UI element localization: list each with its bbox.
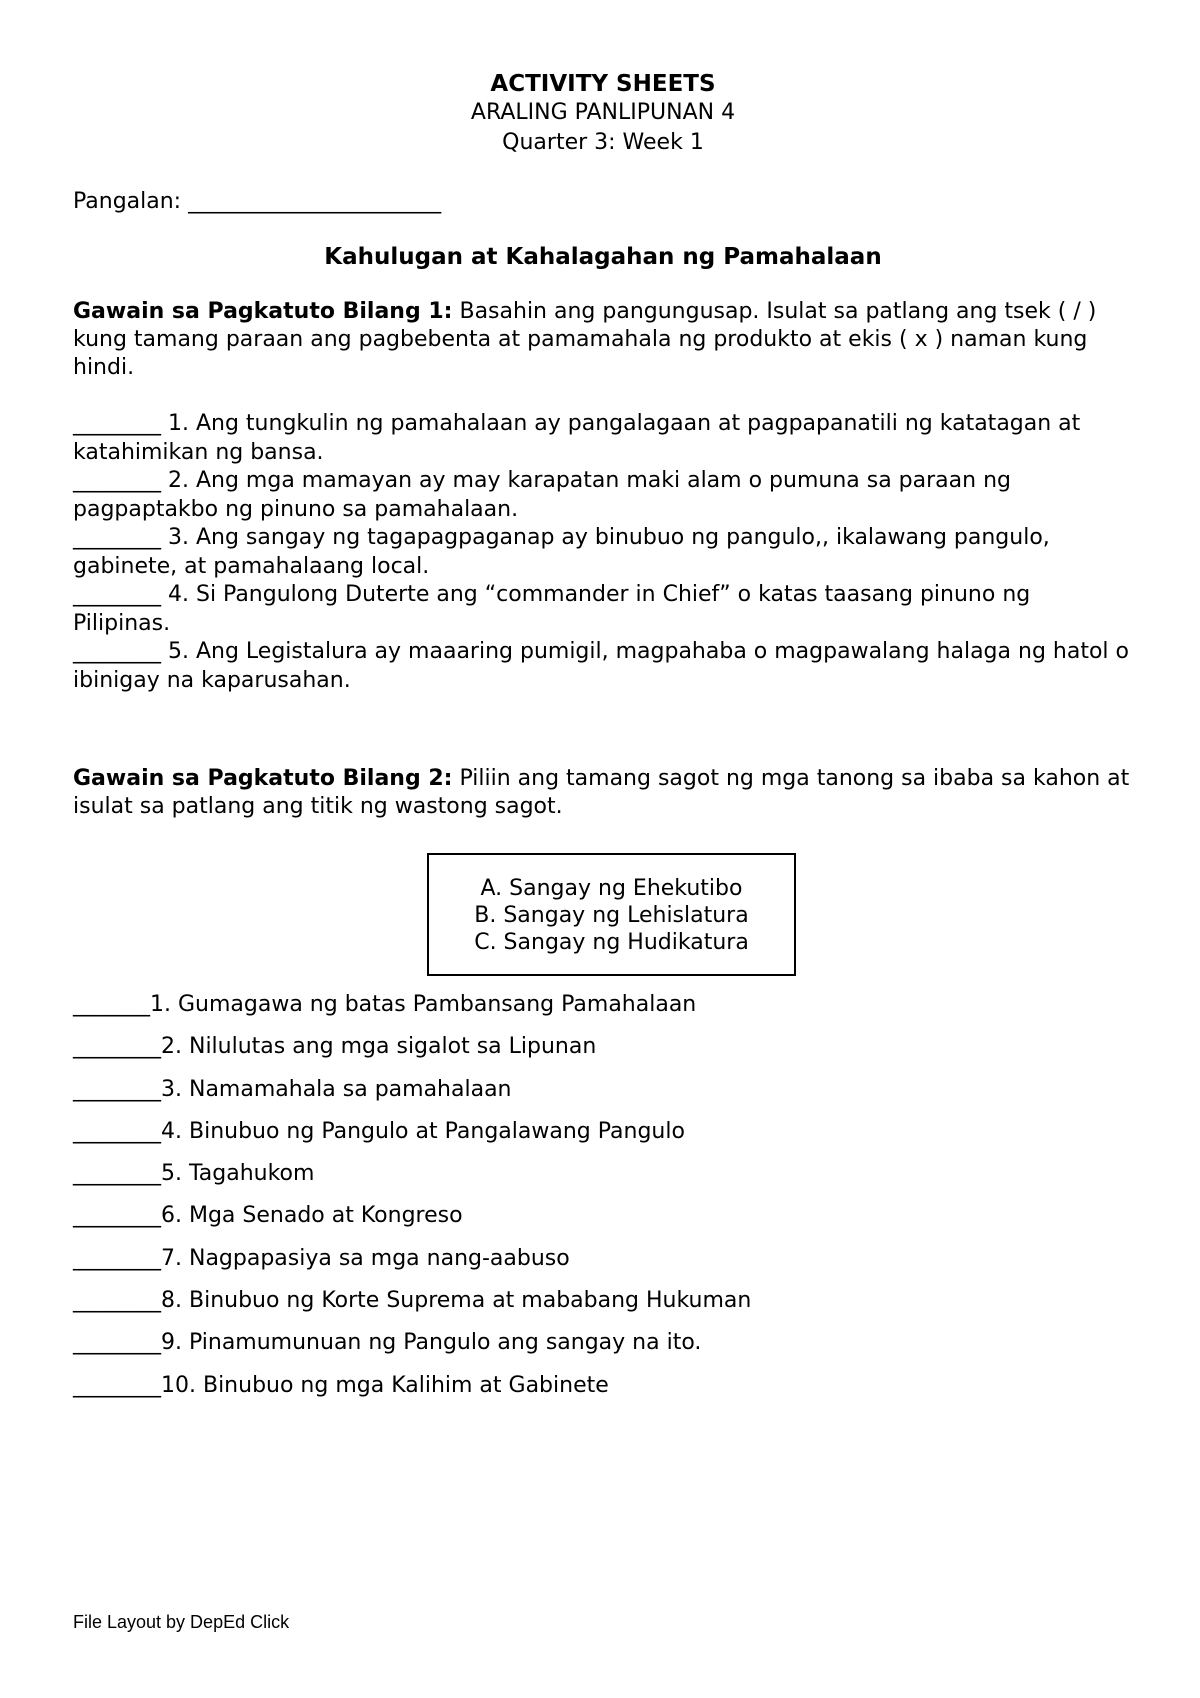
activity2-item-1: _______1. Gumagawa ng batas Pambansang Pamahalaan bbox=[73, 992, 697, 1017]
activity2-item-10: ________10. Binubuo ng mga Kalihim at Gabinete bbox=[73, 1372, 609, 1398]
choice-a: A. Sangay ng Ehekutibo bbox=[480, 876, 743, 901]
activity2-heading: Gawain sa Pagkatuto Bilang 2: bbox=[73, 766, 453, 791]
activity1-item-2: ________ 2. Ang mga mamayan ay may karapatan maki alam o pumuna sa paraan ng pagpaptakbo ng pinuno sa pamahalaan. bbox=[73, 468, 1011, 522]
choices-box bbox=[427, 853, 796, 976]
lesson-title: Kahulugan at Kahalagahan ng Pamahalaan bbox=[324, 244, 882, 270]
activity2-item-4: ________4. Binubuo ng Pangulo at Pangalawang Pangulo bbox=[73, 1118, 685, 1144]
activity2-item-9: ________9. Pinamumunuan ng Pangulo ang sangay na ito. bbox=[73, 1330, 702, 1356]
activity-sheet bbox=[73, 70, 1133, 1407]
activity2-item-3: ________3. Namamahala sa pamahalaan bbox=[73, 1076, 512, 1102]
activity1-item-1: ________ 1. Ang tungkulin ng pamahalaan ay pangalagaan at pagpapanatili ng katatagan at katahimikan ng bansa. bbox=[73, 411, 1081, 465]
activity2-item-7: ________7. Nagpapasiya sa mga nang-aabuso bbox=[73, 1245, 570, 1271]
footer-credit: File Layout by DepEd Click bbox=[73, 1612, 290, 1632]
activity2-item-5: ________5. Tagahukom bbox=[73, 1161, 315, 1187]
subject-title: ARALING PANLIPUNAN 4 bbox=[470, 100, 736, 125]
choice-b: B. Sangay ng Lehislatura bbox=[474, 903, 749, 928]
activity2-item-8: ________8. Binubuo ng Korte Suprema at mababang Hukuman bbox=[73, 1288, 752, 1314]
activity2-instruction-text: Piliin ang tamang sagot ng mga tanong sa ibaba sa kahon at isulat sa patlang ang titik ng wastong sagot. bbox=[73, 766, 1130, 819]
activity1-list bbox=[73, 410, 1133, 695]
name-label: Pangalan: bbox=[73, 189, 189, 214]
name-field bbox=[73, 188, 1133, 216]
name-blank: _______________________ bbox=[188, 189, 442, 214]
activity2-instructions bbox=[73, 765, 1133, 821]
activity1-instruction-text: Basahin ang pangungusap. Isulat sa patlang ang tsek ( / ) kung tamang paraan ang pagbebenta at pamamahala ng produkto at ekis ( x ) naman kung hindi. bbox=[73, 299, 1097, 380]
choice-c: C. Sangay ng Hudikatura bbox=[474, 930, 749, 955]
activity1-item-3: ________ 3. Ang sangay ng tagapagpaganap ay binubuo ng pangulo,, ikalawang pangulo, gabinete, at pamahalaang local. bbox=[73, 525, 1050, 579]
activity1-heading: Gawain sa Pagkatuto Bilang 1: bbox=[73, 299, 453, 324]
activity2-item-6: ________6. Mga Senado at Kongreso bbox=[73, 1203, 463, 1229]
activity2-item-2: ________2. Nilulutas ang mga sigalot sa Lipunan bbox=[73, 1034, 597, 1060]
activity1-item-5: ________ 5. Ang Legistalura ay maaaring pumigil, magpahaba o magpawalang halaga ng hatol o ibinigay na kaparusahan. bbox=[73, 639, 1129, 693]
activity2-list bbox=[73, 984, 1133, 1407]
activity1-instructions bbox=[73, 298, 1133, 382]
quarter-week: Quarter 3: Week 1 bbox=[502, 130, 704, 155]
sheet-title: ACTIVITY SHEETS bbox=[490, 71, 716, 97]
activity1-item-4: ________ 4. Si Pangulong Duterte ang “commander in Chief” o katas taasang pinuno ng Pilipinas. bbox=[73, 582, 1031, 636]
